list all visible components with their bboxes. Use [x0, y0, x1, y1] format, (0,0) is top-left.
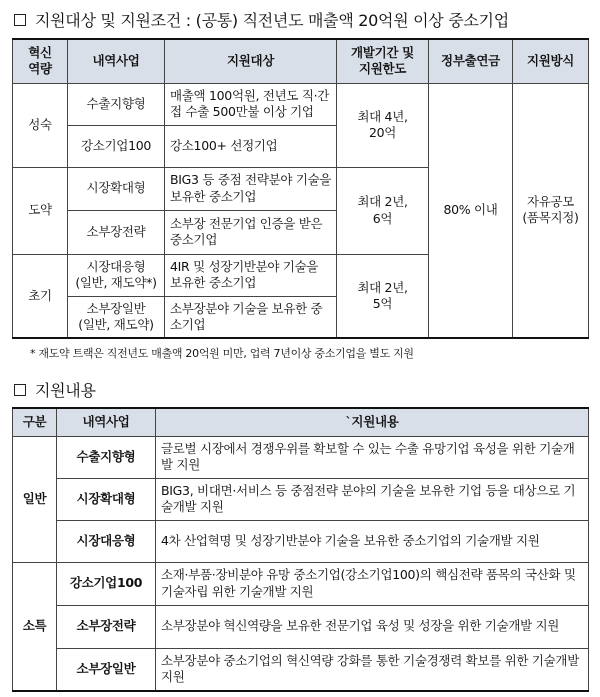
header-period: 개발기간 및 지원한도: [337, 39, 429, 83]
header-program: 내역사업: [57, 408, 156, 436]
table-row: [13, 648, 589, 691]
header-content: `지원내용: [156, 408, 589, 436]
header-method: 지원방식: [513, 39, 589, 83]
header-innovation: 혁신 역량: [13, 39, 68, 83]
content-cell: 4차 산업혁명 및 성장기반분야 기술을 보유한 중소기업의 기술개발 지원: [156, 520, 589, 562]
stage-cell: 성숙: [13, 83, 68, 167]
period-cell: 최대 4년, 20억: [337, 83, 429, 167]
table-header-row: [13, 39, 589, 83]
table-row: [13, 605, 589, 648]
checkbox-square-icon: [14, 384, 26, 396]
program-cell: 수출지향형: [57, 436, 156, 478]
content-cell: 소부장분야 중소기업의 혁신역량 강화를 통한 기술경쟁력 확보를 위한 기술개발 지원: [156, 648, 589, 691]
content-cell: 글로벌 시장에서 경쟁우위를 확보할 수 있는 수출 유망기업 육성을 위한 기술개발 지원: [156, 436, 589, 478]
period-cell: 최대 2년, 5억: [337, 254, 429, 338]
table-row: [13, 436, 589, 478]
table-row: [13, 520, 589, 562]
table-row: [13, 562, 589, 605]
program-cell: 강소기업100: [68, 125, 165, 167]
header-category: 구분: [13, 408, 57, 436]
target-cell: BIG3 등 중점 전략분야 기술을 보유한 중소기업: [165, 167, 337, 210]
program-cell: 소부장전략: [57, 605, 156, 648]
period-cell: 최대 2년, 6억: [337, 167, 429, 254]
table-header-row: [13, 408, 589, 436]
stage-cell: 초기: [13, 254, 68, 338]
header-target: 지원대상: [165, 39, 337, 83]
program-cell: 시장대응형 (일반, 재도약*): [68, 254, 165, 296]
program-cell: 소부장일반: [57, 648, 156, 691]
header-program: 내역사업: [68, 39, 165, 83]
content-cell: 소재·부품·장비분야 유망 중소기업(강소기업100)의 핵심전략 품목의 국산화 및 기술자립 위한 기술개발 지원: [156, 562, 589, 605]
header-funding: 정부출연금: [429, 39, 513, 83]
funding-cell: 80% 이내: [429, 83, 513, 338]
program-cell: 수출지향형: [68, 83, 165, 125]
program-cell: 소부장전략: [68, 210, 165, 254]
method-cell: 자유공모 (품목지정): [513, 83, 589, 338]
group-cell: 소특: [13, 562, 57, 691]
program-cell: 시장대응형: [57, 520, 156, 562]
table-row: [13, 478, 589, 520]
program-cell: 강소기업100: [57, 562, 156, 605]
section2-title: [14, 378, 96, 401]
target-cell: 소부장분야 기술을 보유한 중소기업: [165, 296, 337, 338]
table-row: [13, 83, 589, 125]
group-cell: 일반: [13, 436, 57, 562]
section2-title-text: 지원내용: [35, 381, 96, 400]
program-cell: 시장확대형: [68, 167, 165, 210]
content-cell: 소부장분야 혁신역량을 보유한 전문기업 육성 및 성장을 위한 기술개발 지원: [156, 605, 589, 648]
target-cell: 강소100+ 선정기업: [165, 125, 337, 167]
program-cell: 시장확대형: [57, 478, 156, 520]
target-cell: 매출액 100억원, 전년도 직·간접 수출 500만불 이상 기업: [165, 83, 337, 125]
program-cell: 소부장일반 (일반, 재도약): [68, 296, 165, 338]
target-cell: 4IR 및 성장기반분야 기술을 보유한 중소기업: [165, 254, 337, 296]
section1-title-text: 지원대상 및 지원조건 : (공통) 직전년도 매출액 20억원 이상 중소기업: [35, 11, 509, 30]
support-conditions-table: [12, 38, 589, 339]
content-cell: BIG3, 비대면·서비스 등 중점전략 분야의 기술을 보유한 기업 등을 대상으로 기술개발 지원: [156, 478, 589, 520]
footnote: * 재도약 트랙은 직전년도 매출액 20억원 미만, 업력 7년이상 중소기업을 별도 지원: [30, 347, 414, 360]
target-cell: 소부장 전문기업 인증을 받은 중소기업: [165, 210, 337, 254]
support-content-table: [12, 407, 589, 692]
section1-title: [14, 8, 509, 31]
stage-cell: 도약: [13, 167, 68, 254]
checkbox-square-icon: [14, 14, 26, 26]
